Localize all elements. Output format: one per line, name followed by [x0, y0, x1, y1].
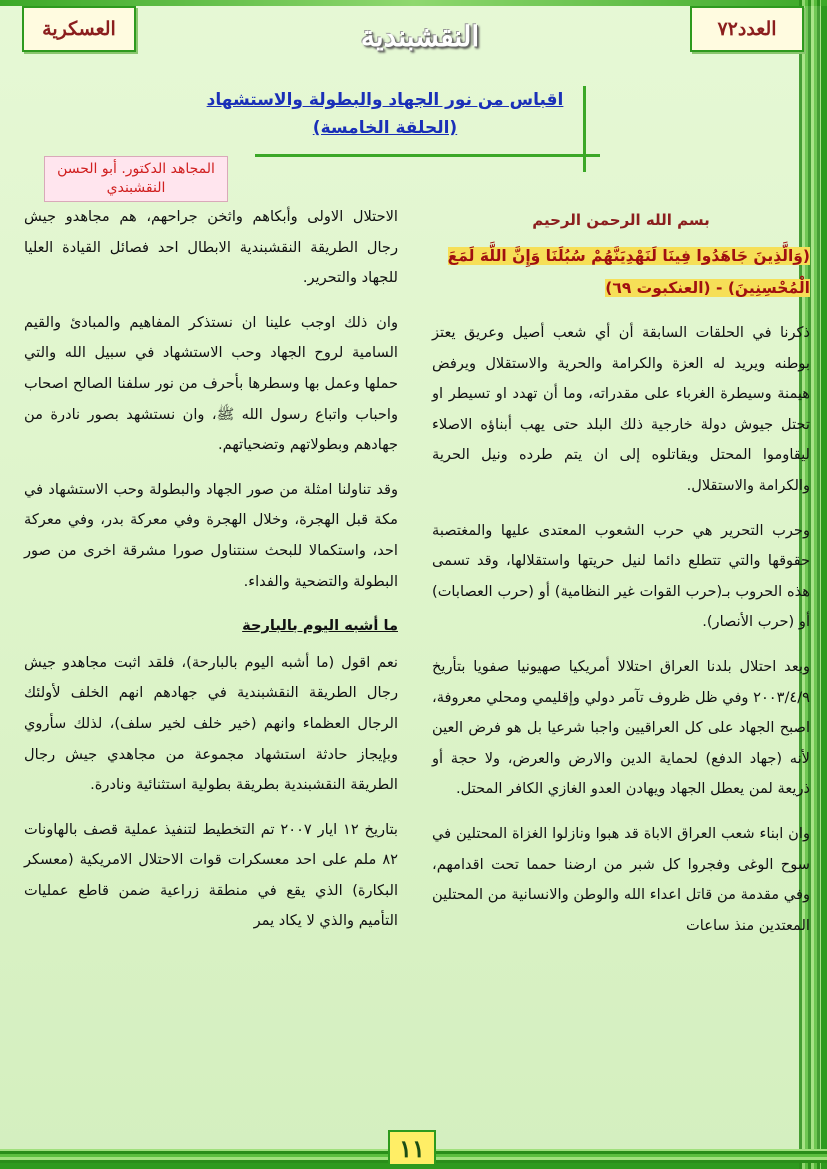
paragraph: وبعد احتلال بلدنا العراق احتلالا أمريكيا صهيونيا صفويا بتأريخ ٢٠٠٣/٤/٩ وفي ظل ظروف تآمر دولي وإقليمي ومحلي معروفة، اصبح الجهاد على كل العراقيين واجبا شرعيا بل هو فرض العين لأنه (جهاد الدفع) لحماية الدين والارض والعرض، ولا حجة أو ذريعة لمن يعطل الجهاد ويهادن العدو الغازي الكافر المحتل. — [432, 657, 810, 798]
paragraph: وقد تناولنا امثلة من صور الجهاد والبطولة وحب الاستشهاد في مكة قبل الهجرة، وخلال الهجرة وفي معركة بدر، وفي معركة احد، واستكمالا للبحث سنتناول صورا مشرقة اخرى من صور البطولة والتضحية والفداء. — [24, 480, 398, 590]
quran-verse: (وَالَّذِينَ جَاهَدُوا فِينَا لَنَهْدِيَنَّهُمْ سُبُلَنَا وَإِنَّ اللَّهَ لَمَعَ الْمُحْسِنِينَ) - (العنكبوت ٦٩) — [447, 247, 810, 297]
section-label: العسكرية — [22, 6, 136, 52]
title-rule-horizontal — [255, 154, 600, 157]
title-line-2: (الحلقة الخامسة) — [312, 118, 458, 138]
subheading: ما أشبه اليوم بالبارحة — [242, 617, 398, 635]
paragraph: وان ابناء شعب العراق الاباة قد هبوا ونازلوا الغزاة المحتلين في سوح الوغى وفجروا كل شبر من ارضنا حمما تحت اقدامهم، وفي مقدمة من قاتل اعداء الله والوطن والانسانية من المحتلين المعتدين منذ ساعات — [432, 824, 810, 934]
page-number: ١١ — [388, 1130, 436, 1166]
paragraph: وحرب التحرير هي حرب الشعوب المعتدى عليها والمغتصبة حقوقها والتي تتطلع دائما لنيل حريتها واستقلالها، وقد تسمى هذه الحروب بـ(حرب القوات غير النظامية) أو (حرب العصابات) أو (حرب الأنصار). — [432, 521, 810, 631]
author-byline: المجاهد الدكتور. أبو الحسن النقشبندي — [44, 156, 228, 202]
paragraph: ذكرنا في الحلقات السابقة أن أي شعب أصيل وعريق يعتز بوطنه ويريد له العزة والكرامة والحرية والاستقلال ويرفض هيمنة وسيطرة الغرباء على مقدراته، وما أن تهدد او تسيطر او تحتل جيوش دولة خارجية ذلك البلد حتى يهب أبناؤه الاصلاء ليقاوموا المحتل ويقاتلوه إلى ان يتم طرده ونيل الحرية والكرامة والاستقلال. — [432, 324, 810, 494]
paragraph: بتاريخ ١٢ ايار ٢٠٠٧ تم التخطيط لتنفيذ عملية قصف بالهاونات ٨٢ ملم على احد معسكرات قوات الاحتلال الامريكية (معسكر البكارة) الذي يقع في منطقة زراعية ضمن قاطع عمليات التأميم والذي لا يكاد يمر — [24, 820, 398, 930]
title-rule-vertical — [583, 86, 586, 172]
left-column — [24, 202, 398, 951]
right-column — [432, 204, 810, 955]
magazine-logo: النقشبندية — [360, 19, 480, 53]
title-line-1: اقباس من نور الجهاد والبطولة والاستشهاد — [206, 90, 564, 110]
paragraph: نعم اقول (ما أشبه اليوم بالبارحة)، فلقد اثبت مجاهدو جيش رجال الطريقة النقشبندية في جهادهم انهم الخلف لأولئك الرجال العظماء وانهم (خير خلف لخير سلف)، لذلك سأروي وبإيجاز حادثة استشهاد مجموعة من مجاهدي جيش رجال الطريقة النقشبندية بطريقة بطولية استثنائية ونادرة. — [24, 653, 398, 794]
basmala: بسم الله الرحمن الرحيم — [532, 211, 710, 229]
article-title — [200, 86, 570, 142]
issue-label: العدد٧٢ — [690, 6, 804, 52]
paragraph: الاحتلال الاولى وأبكاهم واثخن جراحهم، هم مجاهدو جيش رجال الطريقة النقشبندية الابطال احد فصائل القيادة العليا للجهاد والتحرير. — [24, 208, 398, 287]
paragraph: وان ذلك اوجب علينا ان نستذكر المفاهيم والمبادئ والقيم السامية لروح الجهاد وحب الاستشهاد في سبيل الله والتي حملها وعمل بها وسطرها بأحرف من نور سلفنا الصالح اصحاب واحباب واتباع رسول الله ﷺ، وان نستشهد بصور نادرة من جهادهم وبطولاتهم وتضحياتهم. — [24, 313, 398, 454]
